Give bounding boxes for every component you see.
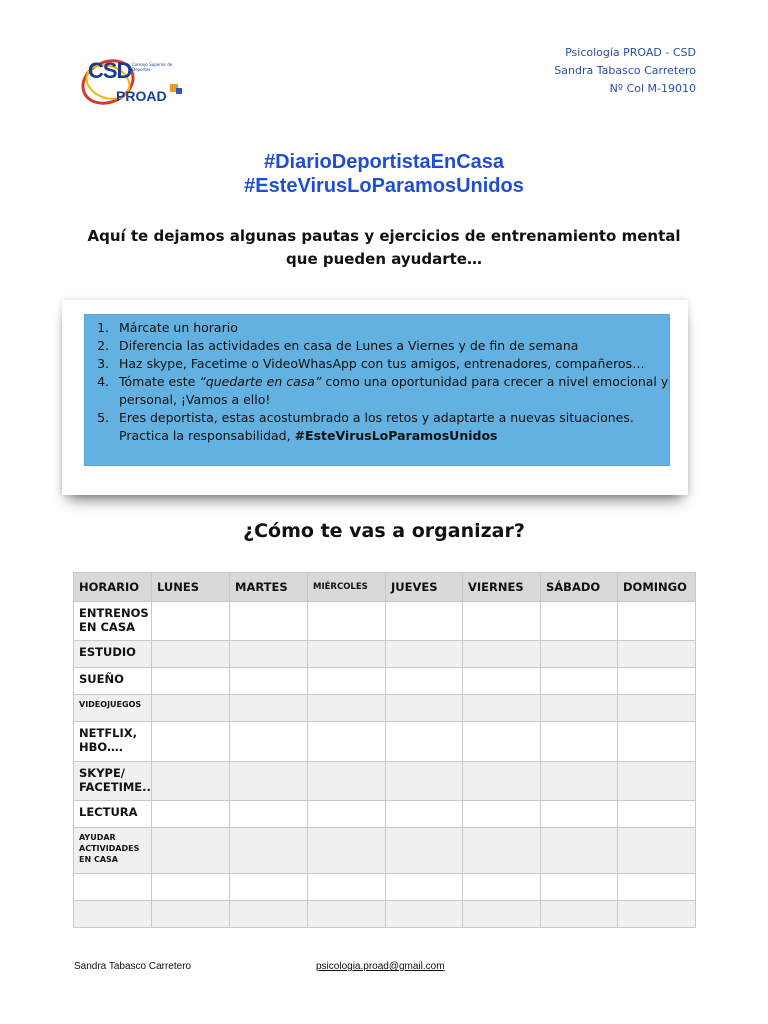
table-row [74, 641, 696, 668]
schedule-cell[interactable] [386, 901, 463, 928]
schedule-cell[interactable] [618, 695, 696, 722]
schedule-cell[interactable] [463, 901, 541, 928]
schedule-cell[interactable] [463, 602, 541, 641]
tip-text: Haz skype, Facetime o VideoWhasApp con tus amigos, entrenadores, compañeros… [119, 356, 645, 371]
column-header: MIÉRCOLES [308, 573, 386, 602]
tip-text: Tómate este [119, 374, 200, 389]
schedule-cell[interactable] [308, 602, 386, 641]
schedule-cell[interactable] [541, 762, 618, 801]
schedule-cell[interactable] [618, 762, 696, 801]
row-label: ESTUDIO [74, 641, 152, 668]
contact-line: Nº Col M-19010 [609, 82, 696, 95]
schedule-cell[interactable] [308, 828, 386, 874]
schedule-cell[interactable] [541, 641, 618, 668]
schedule-cell[interactable] [308, 722, 386, 762]
schedule-cell[interactable] [386, 668, 463, 695]
hashtag-line: #EsteVirusLoParamosUnidos [244, 175, 524, 197]
schedule-cell[interactable] [152, 722, 230, 762]
schedule-cell[interactable] [541, 602, 618, 641]
row-label [74, 874, 152, 901]
hashtag-title [0, 150, 768, 198]
column-header: DOMINGO [618, 573, 696, 602]
tip-text: como una oportunidad para crecer a nivel emocional y personal, ¡Vamos a ello! [119, 374, 669, 407]
column-header: MARTES [230, 573, 308, 602]
tip-item [113, 319, 669, 337]
footer-author: Sandra Tabasco Carretero [74, 961, 192, 972]
contact-block [554, 44, 696, 98]
schedule-cell[interactable] [386, 722, 463, 762]
csd-proad-logo [72, 44, 210, 120]
tip-italic-text: “quedarte en casa” [199, 374, 322, 389]
row-label [74, 901, 152, 928]
table-row [74, 901, 696, 928]
schedule-cell[interactable] [618, 668, 696, 695]
tip-item [113, 409, 669, 445]
schedule-cell[interactable] [230, 722, 308, 762]
footer-email-link[interactable]: psicologia.proad@gmail.com [316, 961, 445, 972]
row-label: AYUDAR ACTIVIDADES EN CASA [74, 828, 152, 874]
schedule-cell[interactable] [618, 801, 696, 828]
intro-text: Aquí te dejamos algunas pautas y ejercicios de entrenamiento mental que pueden ayudarte… [87, 227, 681, 268]
table-row [74, 668, 696, 695]
schedule-cell[interactable] [463, 801, 541, 828]
tip-item [113, 373, 669, 409]
schedule-cell[interactable] [463, 641, 541, 668]
schedule-cell[interactable] [541, 668, 618, 695]
schedule-cell[interactable] [230, 668, 308, 695]
schedule-cell[interactable] [230, 695, 308, 722]
schedule-cell[interactable] [463, 722, 541, 762]
row-label: SUEÑO [74, 668, 152, 695]
tip-hashtag: #EsteVirusLoParamosUnidos [294, 428, 498, 443]
row-label: LECTURA [74, 801, 152, 828]
schedule-cell[interactable] [308, 668, 386, 695]
schedule-cell[interactable] [463, 762, 541, 801]
schedule-cell[interactable] [230, 801, 308, 828]
table-header-row [74, 573, 696, 602]
row-label: SKYPE/ FACETIME.. [74, 762, 152, 801]
column-header: VIERNES [463, 573, 541, 602]
tip-item [113, 355, 669, 373]
column-header: LUNES [152, 573, 230, 602]
schedule-cell[interactable] [386, 602, 463, 641]
column-header: JUEVES [386, 573, 463, 602]
logo-subtitle: Consejo Superior de Deportes [132, 62, 173, 72]
section-question: ¿Cómo te vas a organizar? [243, 520, 525, 542]
schedule-cell[interactable] [308, 801, 386, 828]
row-label: VIDEOJUEGOS [74, 695, 152, 722]
schedule-cell[interactable] [541, 901, 618, 928]
schedule-cell[interactable] [463, 668, 541, 695]
schedule-cell[interactable] [541, 874, 618, 901]
schedule-cell[interactable] [386, 695, 463, 722]
schedule-cell[interactable] [463, 695, 541, 722]
schedule-cell[interactable] [463, 828, 541, 874]
schedule-cell[interactable] [230, 874, 308, 901]
schedule-cell[interactable] [308, 762, 386, 801]
schedule-cell[interactable] [308, 901, 386, 928]
tip-item [113, 337, 669, 355]
schedule-cell[interactable] [618, 901, 696, 928]
schedule-cell[interactable] [386, 762, 463, 801]
schedule-cell[interactable] [618, 602, 696, 641]
schedule-cell[interactable] [618, 874, 696, 901]
row-label: NETFLIX, HBO…. [74, 722, 152, 762]
column-header: HORARIO [74, 573, 152, 602]
schedule-cell[interactable] [541, 695, 618, 722]
hashtag-line: #DiarioDeportistaEnCasa [263, 151, 505, 173]
schedule-cell[interactable] [386, 641, 463, 668]
tip-text: Márcate un horario [119, 320, 238, 335]
table-row [74, 695, 696, 722]
table-row [74, 722, 696, 762]
schedule-table [73, 572, 696, 928]
schedule-cell[interactable] [541, 722, 618, 762]
table-row [74, 602, 696, 641]
schedule-cell[interactable] [152, 828, 230, 874]
schedule-cell[interactable] [541, 801, 618, 828]
schedule-cell[interactable] [386, 801, 463, 828]
tip-text: Eres deportista, estas acostumbrado a los retos y adaptarte a nuevas situaciones. Practica la responsabilidad, [119, 410, 634, 443]
table-row [74, 828, 696, 874]
logo-csd-text: CSD [88, 58, 132, 83]
schedule-cell[interactable] [618, 828, 696, 874]
schedule-cell[interactable] [463, 874, 541, 901]
schedule-cell[interactable] [618, 722, 696, 762]
schedule-cell[interactable] [386, 874, 463, 901]
schedule-body [74, 602, 696, 928]
schedule-cell[interactable] [230, 828, 308, 874]
schedule-cell[interactable] [152, 641, 230, 668]
schedule-cell[interactable] [541, 828, 618, 874]
table-row [74, 874, 696, 901]
schedule-cell[interactable] [308, 874, 386, 901]
row-label: ENTRENOS EN CASA [74, 602, 152, 641]
tips-box [84, 314, 670, 466]
schedule-cell[interactable] [152, 668, 230, 695]
tips-list [85, 315, 669, 445]
schedule-cell[interactable] [386, 828, 463, 874]
contact-line: Sandra Tabasco Carretero [554, 64, 696, 77]
schedule-cell[interactable] [152, 762, 230, 801]
schedule-cell[interactable] [618, 641, 696, 668]
schedule-cell[interactable] [152, 901, 230, 928]
schedule-cell[interactable] [308, 641, 386, 668]
schedule-cell[interactable] [152, 602, 230, 641]
column-header: SÁBADO [541, 573, 618, 602]
schedule-cell[interactable] [152, 874, 230, 901]
schedule-cell[interactable] [230, 901, 308, 928]
schedule-cell[interactable] [230, 602, 308, 641]
table-row [74, 762, 696, 801]
table-row [74, 801, 696, 828]
schedule-cell[interactable] [308, 695, 386, 722]
schedule-cell[interactable] [230, 641, 308, 668]
schedule-cell[interactable] [152, 695, 230, 722]
tip-text: Diferencia las actividades en casa de Lunes a Viernes y de fin de semana [119, 338, 579, 353]
schedule-cell[interactable] [152, 801, 230, 828]
logo-proad-text: PROAD [116, 88, 167, 104]
schedule-cell[interactable] [230, 762, 308, 801]
contact-line: Psicología PROAD - CSD [565, 46, 696, 59]
